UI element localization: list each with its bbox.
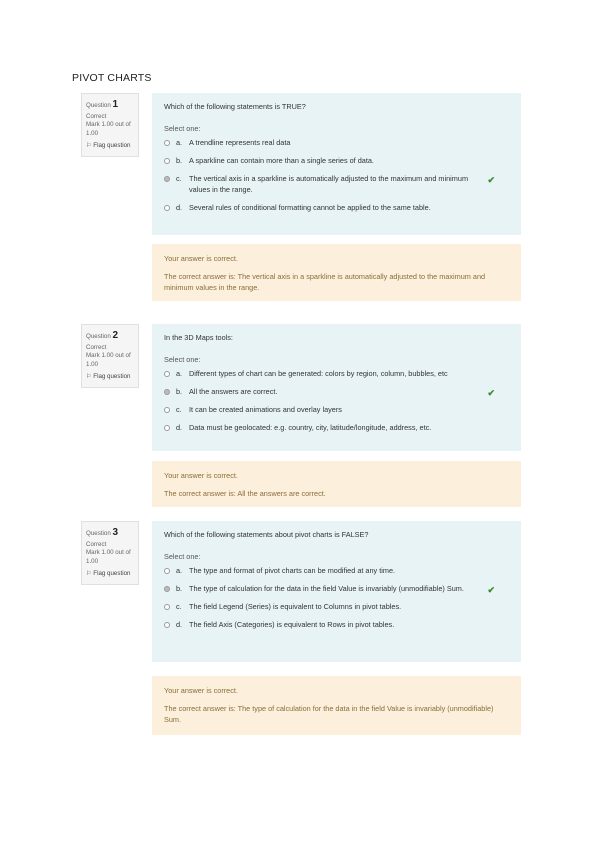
option-letter: b. [176, 386, 183, 396]
page-title: PIVOT CHARTS [72, 72, 152, 84]
question-number [86, 329, 134, 344]
radio-button[interactable] [164, 622, 170, 628]
correct-check-icon: ✔ [487, 584, 495, 595]
option-text: All the answers are correct. [189, 386, 278, 396]
question-number-value: 2 [112, 330, 119, 341]
answer-option[interactable] [164, 405, 509, 416]
feedback-box [152, 244, 521, 301]
option-letter: d. [176, 619, 183, 629]
radio-button[interactable] [164, 158, 170, 164]
flag-question-link[interactable] [86, 373, 134, 382]
radio-button[interactable] [164, 140, 170, 146]
option-text: Different types of chart can be generated: colors by region, column, bubbles, etc [189, 369, 448, 378]
question-state: Correct [86, 112, 107, 120]
option-letter: d. [176, 202, 183, 212]
question-state: Correct [86, 540, 107, 548]
option-text: The type and format of pivot charts can be modified at any time. [189, 566, 396, 575]
question-number-value: 3 [112, 527, 119, 538]
option-text: The vertical axis in a sparkline is automatically adjusted to the maximum and minimum values in the range. [189, 173, 469, 194]
question-mark: Mark 1.00 out of 1.00 [86, 352, 131, 369]
question-content [152, 93, 521, 235]
question-content [152, 324, 521, 451]
flag-question-link[interactable] [86, 570, 134, 579]
answer-option[interactable] [164, 138, 509, 149]
radio-button[interactable] [164, 425, 170, 431]
question-state: Correct [86, 343, 107, 351]
select-prompt: Select one: [164, 552, 201, 561]
radio-button[interactable] [164, 205, 170, 211]
feedback-box [152, 676, 521, 735]
option-letter: b. [176, 583, 183, 593]
flag-question-label: Flag question [93, 570, 131, 578]
question-number-label: Question [86, 102, 111, 109]
answer-option[interactable] [164, 203, 509, 214]
question-text: Which of the following statements about pivot charts is FALSE? [164, 530, 369, 539]
select-prompt: Select one: [164, 355, 201, 364]
option-text: The field Legend (Series) is equivalent to Columns in pivot tables. [189, 601, 402, 611]
answer-option[interactable] [164, 566, 509, 577]
feedback-box [152, 461, 521, 507]
option-text: A sparkline can contain more than a single series of data. [189, 155, 374, 165]
option-letter: c. [176, 404, 182, 414]
question-text: In the 3D Maps tools: [164, 333, 233, 342]
radio-button-checked[interactable] [164, 389, 170, 395]
option-text: Several rules of conditional formatting cannot be applied to the same table. [189, 202, 431, 212]
question-info [81, 324, 139, 388]
question-number-label: Question [86, 530, 111, 537]
option-text: The field Axis (Categories) is equivalent to Rows in pivot tables. [189, 619, 395, 629]
answer-option[interactable] [164, 156, 509, 167]
answer-option-selected[interactable] [164, 387, 509, 398]
option-text: A trendline represents real data [189, 138, 291, 147]
option-text: The type of calculation for the data in the field Value is invariably (unmodifiable) Sum. [189, 583, 464, 593]
flag-question-link[interactable] [86, 142, 134, 151]
flag-question-label: Flag question [93, 373, 131, 381]
option-letter: a. [176, 369, 183, 378]
radio-button-checked[interactable] [164, 586, 170, 592]
correct-check-icon: ✔ [487, 174, 495, 185]
question-number [86, 526, 134, 541]
answer-option[interactable] [164, 620, 509, 631]
question-mark: Mark 1.00 out of 1.00 [86, 121, 131, 138]
answer-option[interactable] [164, 369, 509, 380]
option-text: It can be created animations and overlay layers [189, 404, 342, 414]
option-letter: c. [176, 173, 182, 183]
question-info [81, 521, 139, 585]
radio-button[interactable] [164, 568, 170, 574]
radio-button[interactable] [164, 371, 170, 377]
feedback-text: Your answer is correct. [164, 686, 238, 695]
question-content [152, 521, 521, 662]
question-mark: Mark 1.00 out of 1.00 [86, 549, 131, 566]
option-letter: a. [176, 138, 183, 147]
question-text: Which of the following statements is TRUE? [164, 102, 306, 111]
answer-option[interactable] [164, 602, 509, 613]
correct-answer-text: The correct answer is: All the answers are correct. [164, 488, 326, 498]
radio-button-checked[interactable] [164, 176, 170, 182]
option-letter: c. [176, 601, 182, 611]
feedback-text: Your answer is correct. [164, 471, 238, 480]
correct-answer-text: The correct answer is: The vertical axis in a sparkline is automatically adjusted to the maximum and minimum values in the range. [164, 271, 486, 293]
select-prompt: Select one: [164, 124, 201, 133]
correct-answer-text: The correct answer is: The type of calculation for the data in the field Value is invariably (unmodifiable) Sum. [164, 703, 494, 725]
feedback-text: Your answer is correct. [164, 254, 238, 263]
option-text: Data must be geolocated: e.g. country, city, latitude/longitude, address, etc. [189, 422, 432, 432]
correct-check-icon: ✔ [487, 387, 495, 398]
flag-question-label: Flag question [93, 142, 131, 150]
radio-button[interactable] [164, 604, 170, 610]
answer-option-selected[interactable] [164, 174, 509, 196]
option-letter: b. [176, 155, 183, 165]
flag-icon: ⚐ [86, 373, 92, 381]
flag-icon: ⚐ [86, 142, 92, 150]
flag-icon: ⚐ [86, 570, 92, 578]
question-number [86, 98, 134, 113]
answer-option[interactable] [164, 423, 509, 434]
question-info [81, 93, 139, 157]
option-letter: a. [176, 566, 183, 575]
radio-button[interactable] [164, 407, 170, 413]
question-number-label: Question [86, 333, 111, 340]
question-number-value: 1 [112, 99, 119, 110]
answer-option-selected[interactable] [164, 584, 509, 595]
option-letter: d. [176, 422, 183, 432]
